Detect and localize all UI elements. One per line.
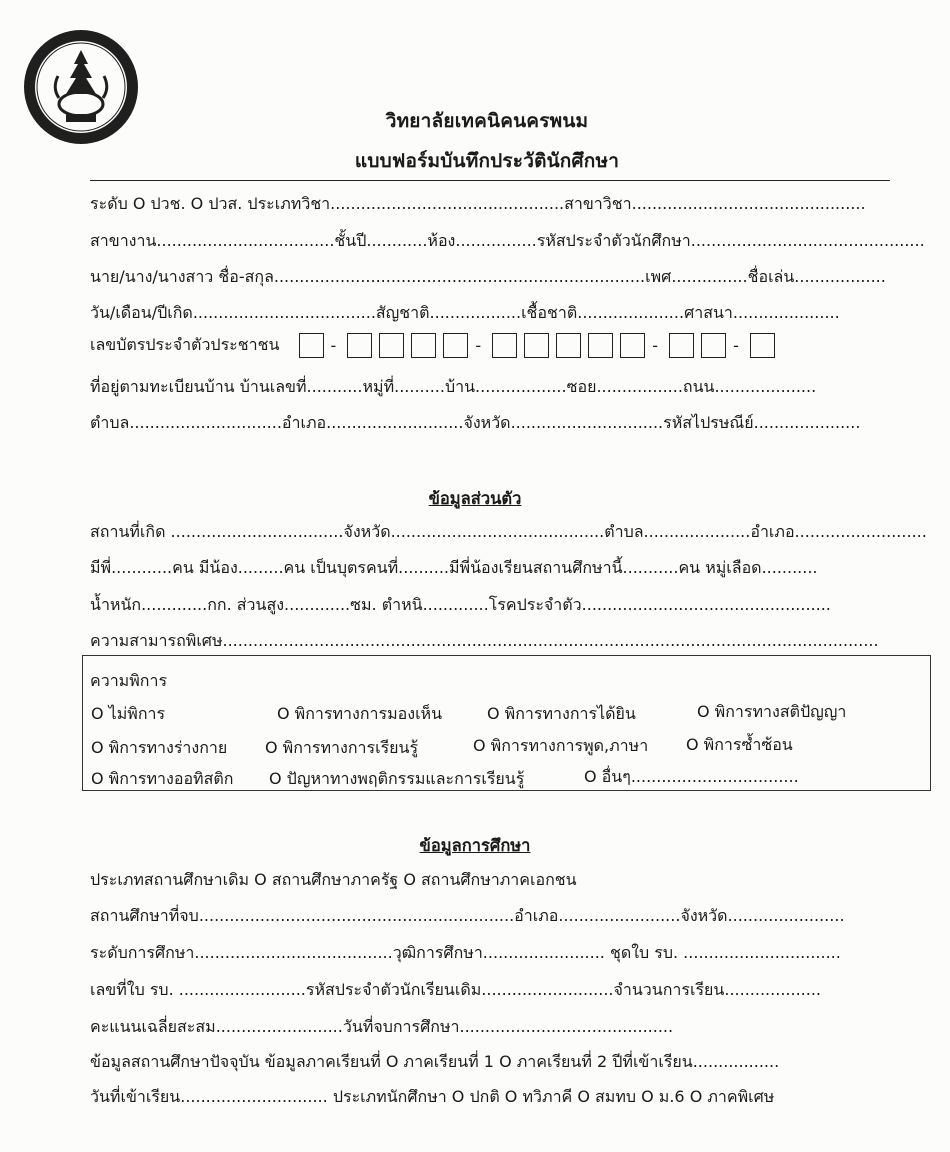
id-digit-box[interactable] xyxy=(379,333,404,358)
weight-height-field[interactable]: น้ำหนัก.............กก. ส่วนสูง.............ซม. ตำหนิ.............โรคประจำตัว................................................. xyxy=(90,595,831,614)
id-digit-box[interactable] xyxy=(347,333,372,358)
id-separator: - xyxy=(733,336,739,355)
disability-option[interactable]: O พิการทางการได้ยิน xyxy=(487,704,636,723)
education-level-field[interactable]: ระดับการศึกษา.......................................วุฒิการศึกษา........................ ชุดใบ รบ. ............................... xyxy=(90,943,841,962)
form-title: แบบฟอร์มบันทึกประวัตินักศึกษา xyxy=(354,150,620,172)
disability-option[interactable]: O พิการทางออทิสติก xyxy=(91,769,234,788)
dept-class-id-field[interactable]: สาขางาน...................................ชั้นปี............ห้อง................รหัสประจำตัวนักศึกษา.............................................. xyxy=(90,231,925,250)
disability-option[interactable]: O พิการซ้ำซ้อน xyxy=(686,735,793,754)
birth-nationality-religion-field[interactable]: วัน/เดือน/ปีเกิด....................................สัญชาติ..................เชื้อชาติ.....................ศาสนา..................... xyxy=(90,303,840,322)
previous-school-type-field[interactable]: ประเภทสถานศึกษาเดิม O สถานศึกษาภาครัฐ O สถานศึกษาภาคเอกชน xyxy=(90,870,577,889)
header-divider xyxy=(90,180,890,181)
gpa-graduation-field[interactable]: คะแนนเฉลี่ยสะสม.........................วันที่จบการศึกษา.......................................... xyxy=(90,1017,674,1036)
id-separator: - xyxy=(475,336,482,355)
disability-option[interactable]: O ไม่พิการ xyxy=(91,704,166,723)
id-digit-box[interactable] xyxy=(411,333,436,358)
id-digit-box[interactable] xyxy=(443,333,468,358)
birthplace-field[interactable]: สถานที่เกิด ..................................จังหวัด..........................................ตำบล.....................อำเภอ.......................... xyxy=(90,522,927,541)
current-school-term-field[interactable]: ข้อมูลสถานศึกษาปัจจุบัน ข้อมูลภาคเรียนที่ O ภาคเรียนที่ 1 O ภาคเรียนที่ 2 ปีที่เข้าเรียน................. xyxy=(90,1052,780,1071)
id-digit-box[interactable] xyxy=(299,333,324,358)
siblings-bloodtype-field[interactable]: มีพี่............คน มีน้อง.........คน เป็นบุตรคนที่..........มีพี่น้องเรียนสถานศึกษานี้...........คน หมู่เลือด........... xyxy=(90,558,818,577)
disability-option[interactable]: O ปัญหาทางพฤติกรรมและการเรียนรู้ xyxy=(269,769,525,788)
disability-caption: ความพิการ xyxy=(90,671,168,690)
disability-section xyxy=(82,655,931,791)
name-gender-nickname-field[interactable]: นาย/นาง/นางสาว ชื่อ-สกุล.........................................................................เพศ...............ชื่อเล่น.................. xyxy=(90,267,886,286)
disability-option[interactable]: O พิการทางสติปัญญา xyxy=(697,702,847,721)
education-info-heading: ข้อมูลการศึกษา xyxy=(419,836,531,855)
id-digit-box[interactable] xyxy=(492,333,517,358)
graduated-school-field[interactable]: สถานศึกษาที่จบ..............................................................อำเภอ........................จังหวัด....................... xyxy=(90,906,845,925)
disability-option[interactable]: O พิการทางการพูด,ภาษา xyxy=(473,736,649,755)
transcript-number-field[interactable]: เลขที่ใบ รบ. .........................รหัสประจำตัวนักเรียนเดิม..........................จำนวนการเรียน................... xyxy=(90,980,821,999)
citizen-id-label: เลขบัตรประจำตัวประชาชน xyxy=(90,335,280,354)
id-digit-box[interactable] xyxy=(669,333,694,358)
citizen-id-row xyxy=(90,333,782,363)
id-digit-box[interactable] xyxy=(588,333,613,358)
special-ability-field[interactable]: ความสามารถพิเศษ................................................................................................................................. xyxy=(90,631,879,650)
id-separator: - xyxy=(652,336,659,355)
district-province-zip-field[interactable]: ตำบล..............................อำเภอ...........................จังหวัด..............................รหัสไปรษณีย์..................... xyxy=(90,413,861,432)
id-separator: - xyxy=(330,336,337,355)
level-program-field[interactable]: ระดับ O ปวช. O ปวส. ประเภทวิชา..............................................สาขาวิชา.............................................. xyxy=(90,194,866,213)
disability-option[interactable]: O พิการทางการมองเห็น xyxy=(277,704,443,723)
address-field[interactable]: ที่อยู่ตามทะเบียนบ้าน บ้านเลขที่...........หมู่ที่..........บ้าน..................ซอย.................ถนน.................... xyxy=(90,377,817,396)
disability-option[interactable]: O พิการทางร่างกาย xyxy=(91,738,228,757)
enrollment-type-field[interactable]: วันที่เข้าเรียน............................. ประเภทนักศึกษา O ปกติ O ทวิภาคี O สมทบ O ม.6 O ภาคพิเศษ xyxy=(90,1087,775,1106)
id-digit-box[interactable] xyxy=(701,333,726,358)
disability-option[interactable]: O พิการทางการเรียนรู้ xyxy=(265,738,419,757)
disability-option[interactable]: O อื่นๆ................................. xyxy=(584,767,799,786)
id-digit-box[interactable] xyxy=(750,333,775,358)
college-name: วิทยาลัยเทคนิคนครพนม xyxy=(385,110,589,132)
id-digit-box[interactable] xyxy=(620,333,645,358)
id-digit-box[interactable] xyxy=(556,333,581,358)
personal-info-heading: ข้อมูลส่วนตัว xyxy=(428,489,522,508)
id-digit-box[interactable] xyxy=(524,333,549,358)
